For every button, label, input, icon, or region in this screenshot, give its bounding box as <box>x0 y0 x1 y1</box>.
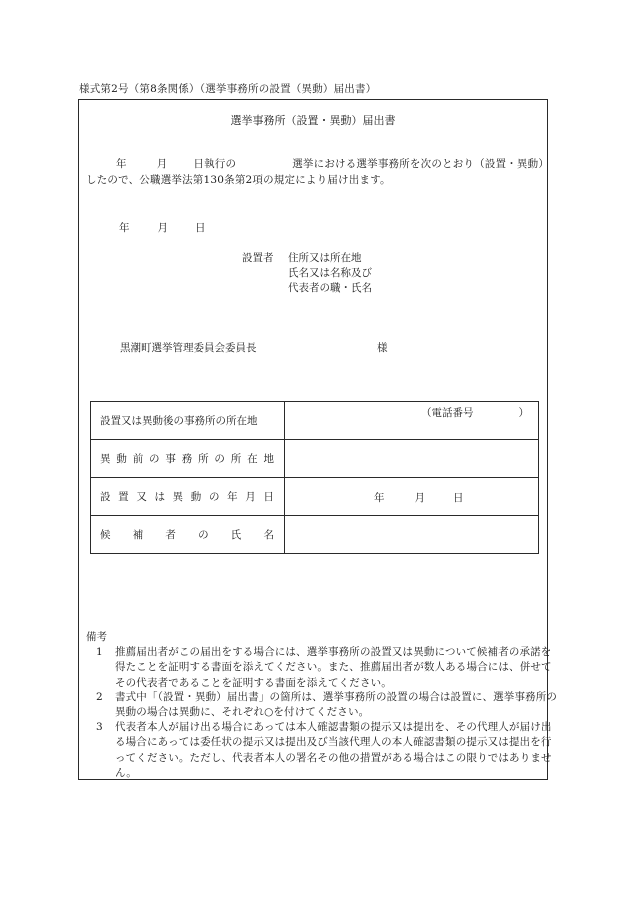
label-char: 事 <box>165 453 176 465</box>
note-number: 1 <box>96 646 103 658</box>
new-office-location-label: 設置又は異動後の事務所の所在地 <box>91 402 285 440</box>
body-line-1 <box>116 157 549 171</box>
body-line-1-rest: 選挙における選挙事務所を次のとおり（設置・異動） <box>292 158 550 170</box>
label-char: の <box>149 453 160 465</box>
body-month: 月 <box>156 158 168 170</box>
note-item <box>96 645 559 691</box>
note-item <box>96 690 559 721</box>
table-row <box>91 516 539 554</box>
label-char: 補 <box>132 529 144 541</box>
table-row <box>91 440 539 478</box>
label-char: の <box>214 453 225 465</box>
label-char: 設 <box>100 491 111 503</box>
label-char: 異 <box>100 453 111 465</box>
label-char: 月 <box>245 491 256 503</box>
body-day-exec: 日執行の <box>193 158 237 170</box>
label-char: 名 <box>263 529 274 541</box>
label-char: 又 <box>136 491 147 503</box>
candidate-name-field[interactable] <box>285 516 539 554</box>
new-office-location-field[interactable] <box>285 402 539 440</box>
submission-day: 日 <box>195 222 206 234</box>
submission-date <box>119 221 206 235</box>
label-char: 者 <box>165 529 176 541</box>
previous-office-location-label <box>91 440 285 478</box>
note-number: 3 <box>96 721 103 733</box>
label-char: の <box>198 529 209 541</box>
submitter-representative-label: 代表者の職・氏名 <box>288 282 372 294</box>
label-char: 務 <box>181 453 193 465</box>
phone-number-label: （電話番号 <box>421 407 474 419</box>
candidate-name-label <box>91 516 285 554</box>
label-char: は <box>154 491 165 503</box>
addressee: 黒潮町選挙管理委員会委員長 <box>120 342 257 354</box>
label-char: 置 <box>118 491 129 503</box>
form-frame <box>78 99 558 780</box>
label-char: 氏 <box>230 529 242 541</box>
body-year: 年 <box>116 158 127 170</box>
spread-label <box>91 489 284 504</box>
label-char: 動 <box>116 453 127 465</box>
note-text: 代表者本人が届け出る場合にあっては本人確認書類の提示又は提出を、その代理人が届け出る場合にあっては委任状の提示又は提出及び当該代理人の本人確認書類の提示又は提出を行ってください。ただし、代表者本人の署名その他の措置がある場合はこの限りではありません。 <box>115 721 552 779</box>
notes-heading: 備考 <box>86 631 107 643</box>
table-row <box>91 478 539 516</box>
phone-number-close: ） <box>518 407 529 419</box>
change-date-day: 日 <box>453 492 464 504</box>
spread-label <box>91 527 284 542</box>
previous-office-location-field[interactable] <box>285 440 539 478</box>
body-line-2: したので、公職選挙法第130条第2項の規定により届け出ます。 <box>86 174 391 186</box>
label-char: 異 <box>172 491 184 503</box>
note-item <box>96 720 559 781</box>
label-char: 動 <box>190 491 202 503</box>
submitter-name-label: 氏名又は名称及び <box>288 267 372 279</box>
submission-month: 月 <box>157 222 168 234</box>
label-char: 候 <box>100 529 111 541</box>
label-char: の <box>208 491 220 503</box>
change-date-field[interactable] <box>285 478 539 516</box>
table-row <box>91 402 539 440</box>
submission-year: 年 <box>119 222 130 234</box>
change-date-year: 年 <box>374 492 385 504</box>
honorific: 様 <box>377 342 388 354</box>
label-char: 日 <box>263 491 274 503</box>
label-char: 地 <box>263 453 274 465</box>
label-char: 在 <box>247 453 258 465</box>
note-text: 推薦届出者がこの届出をする場合には、選挙事務所の設置又は異動について候補者の承諾を得たことを証明する書面を添えてください。また、推薦届出者が数人ある場合には、併せてその代表者であることを証明する書面を添えてください。 <box>115 646 552 689</box>
submitter-role: 設置者 <box>242 252 274 264</box>
label-char: 前 <box>132 453 144 465</box>
label-char: 所 <box>198 453 209 465</box>
form-number-caption: 様式第2号（第8条関係）（選挙事務所の設置（異動）届出書） <box>79 83 377 95</box>
office-info-table <box>90 401 539 554</box>
note-number: 2 <box>96 691 103 703</box>
change-date-label <box>91 478 285 516</box>
change-date-month: 月 <box>414 492 425 504</box>
note-text: 書式中「（設置・異動）届出書」の箇所は、選挙事務所の設置の場合は設置に、選挙事務所の異動の場合は異動に、それぞれ○を付けてください。 <box>115 691 558 719</box>
submitter-address-label: 住所又は所在地 <box>288 252 362 264</box>
label-char: 年 <box>227 491 238 503</box>
label-char: 所 <box>230 453 242 465</box>
document-title: 選挙事務所（設置・異動）届出書 <box>230 114 396 127</box>
spread-label <box>91 451 284 466</box>
